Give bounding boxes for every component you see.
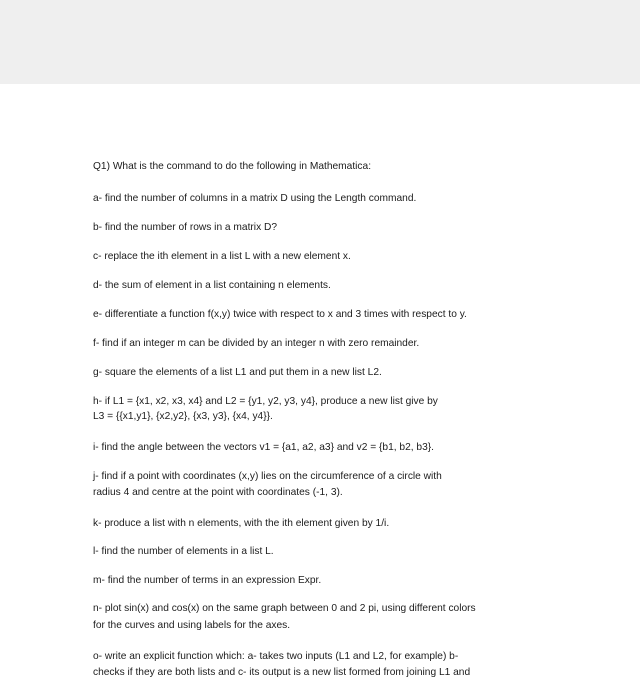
question-title: Q1) What is the command to do the following in Mathematica:: [93, 161, 372, 172]
item-c: c- replace the ith element in a list L with a new element x.: [93, 251, 351, 262]
item-e: e- differentiate a function f(x,y) twice with respect to x and 3 times with respect to y.: [93, 309, 467, 320]
item-i: i- find the angle between the vectors v1 = {a1, a2, a3} and v2 = {b1, b2, b3}.: [93, 442, 434, 453]
item-n-line-2: for the curves and using labels for the axes.: [93, 620, 291, 631]
item-g: g- square the elements of a list L1 and put them in a new list L2.: [93, 367, 382, 378]
item-h-line-2: L3 = {{x1,y1}, {x2,y2}, {x3, y3}, {x4, y4}}.: [93, 411, 273, 422]
item-f: f- find if an integer m can be divided by an integer n with zero remainder.: [93, 338, 420, 349]
item-j-line-1: j- find if a point with coordinates (x,y) lies on the circumference of a circle with: [93, 471, 442, 482]
item-d: d- the sum of element in a list containing n elements.: [93, 280, 331, 291]
item-h-line-1: h- if L1 = {x1, x2, x3, x4} and L2 = {y1, y2, y3, y4}, produce a new list give by: [93, 396, 438, 407]
item-k: k- produce a list with n elements, with the ith element given by 1/i.: [93, 518, 390, 529]
item-j-line-2: radius 4 and centre at the point with coordinates (-1, 3).: [93, 487, 343, 498]
item-n-line-1: n- plot sin(x) and cos(x) on the same graph between 0 and 2 pi, using different colors: [93, 603, 476, 614]
item-m: m- find the number of terms in an expression Expr.: [93, 575, 322, 586]
item-a: a- find the number of columns in a matrix D using the Length command.: [93, 193, 417, 204]
item-o-line-2: checks if they are both lists and c- its output is a new list formed from joining L1 and: [93, 667, 471, 678]
item-b: b- find the number of rows in a matrix D?: [93, 222, 278, 233]
item-o-line-1: o- write an explicit function which: a- takes two inputs (L1 and L2, for example) b-: [93, 651, 459, 662]
item-l: l- find the number of elements in a list L.: [93, 546, 274, 557]
